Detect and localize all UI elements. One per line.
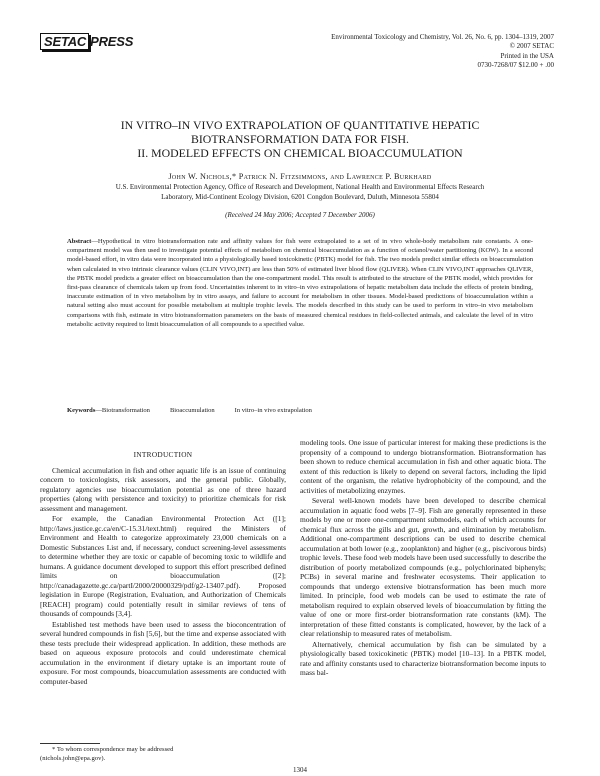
keywords-label: Keywords bbox=[67, 407, 96, 414]
journal-line: Environmental Toxicology and Chemistry, Vol. 26, No. 6, pp. 1304–1319, 2007 bbox=[331, 33, 554, 41]
logo-setac: SETAC bbox=[40, 33, 89, 50]
paragraph: Established test methods have been used to assess the bioconcentration of several hundred compounds in fish [5,6], but the time and expense associated with these tests preclude their widespread application. In addition, these methods are based on aqueous exposure protocols and could underestimate chemical accumulation in the environment if dietary uptake is an important route of exposure. For most compounds, bioaccumulation assessments are conducted with computer-based bbox=[40, 619, 286, 686]
received-dates: (Received 24 May 2006; Accepted 7 December 2006) bbox=[225, 211, 375, 219]
keyword: In vitro–in vivo extrapolation bbox=[234, 407, 312, 414]
paragraph: Chemical accumulation in fish and other aquatic life is an issue of continuing concern to toxicologists, risk assessors, and the general public. Globally, regulatory agencies use bioaccumulation potential as one of three hazard properties (along with persistence and toxicity) to prioritize chemicals for risk assessment and management. bbox=[40, 465, 286, 513]
affiliation-line: U.S. Environmental Protection Agency, Office of Research and Development, National Health and Environmental Effects Research bbox=[115, 183, 485, 191]
body-column-left bbox=[40, 450, 286, 686]
footnote-email: (nichols.john@epa.gov). bbox=[40, 754, 106, 762]
title-line: BIOTRANSFORMATION DATA FOR FISH. bbox=[191, 132, 409, 146]
paragraph: Alternatively, chemical accumulation by fish can be simulated by a physiologically based toxicokinetic (PBTK) model [10–13]. In a PBTK model, rate and affinity constants used to characterize biotransformation become inputs to mass bal- bbox=[300, 639, 546, 677]
affiliation bbox=[40, 182, 560, 202]
page-number: 1304 bbox=[293, 766, 307, 774]
author-list: John W. Nichols,* Patrick N. Fitzsimmons, and Lawrence P. Burkhard bbox=[168, 172, 432, 181]
setac-press-logo bbox=[40, 34, 133, 49]
printed-line: Printed in the USA bbox=[500, 51, 554, 60]
footnote-rule bbox=[40, 743, 100, 744]
section-heading: INTRODUCTION bbox=[133, 450, 193, 459]
article-title bbox=[40, 118, 560, 160]
abstract-label: Abstract bbox=[67, 238, 92, 245]
paragraph: Several well-known models have been developed to describe chemical accumulation in aquatic food webs [7–9]. Fish are generally represented in these models by one or more one-compartment submodels, each of which accounts for chemical flux across the gills and gut, growth, and elimination by metabolism. Additional one-compartment descriptions can be used to describe chemical accumulation at both lower (e.g., zooplankton) and higher (e.g., piscivorous birds) trophic levels. These food web models have been used successfully to describe the distribution of poorly metabolized compounds (e.g., polychlorinated biphenyls; PCBs) in several marine and freshwater ecosystems. Their application to compounds that undergo extensive biotransformation has been much more limited. In principle, food web models can be used to estimate the rate of metabolism required to explain observed levels of bioaccumulation by fitting the value of one or more first-order biotransformation rate constants (kM). The interpretation of these fitted constants is complicated, however, by the lack of a clear relationship to measured rates of metabolism. bbox=[300, 496, 546, 638]
abstract bbox=[67, 237, 533, 329]
keyword: Bioaccumulation bbox=[169, 407, 215, 414]
correspondence-footnote bbox=[40, 746, 286, 763]
abstract-text: —Hypothetical in vitro biotransformation rate and affinity values for fish were extrapolated to a set of in vivo whole-body metabolism rate constants. A one-compartment model was then used to investigate potential effects of metabolism on chemical bioaccumulation as a function of octanol/water partitioning (KOW). In a second model-based effort, in vitro data were incorporated into a physiologically based toxicokinetic (PBTK) model for fish. The two models predict similar effects on bioaccumulation when calculated in vivo intrinsic clearance values (CLIN VIVO,INT) are less than 50% of estimated liver blood flow (QLIVER). When CLIN VIVO,INT approaches QLIVER, the PBTK model predicts a greater effect on bioaccumulation than the one-compartment model. This result is attributed to the structure of the PBTK model, which provides for first-pass clearance of chemicals taken up from food. Uncertainties inherent to in vitro–in vivo extrapolations of hepatic metabolism data include the effects of protein binding, inaccurate estimation of in vivo metabolism by in vitro assays, and failure to account for metabolism in other tissues. Model-based predictions of bioaccumulation within a natural setting also must account for possible metabolism at multiple trophic levels. The models described in this study can be used to perform in vitro–in vivo metabolism comparisons with fish, estimate in vitro biotransformation parameters on the basis of measured chemical residues in field-collected animals, and calculate the level of in vitro metabolic activity required to limit bioaccumulation of all compounds to a specified value. bbox=[67, 238, 533, 328]
logo-press: PRESS bbox=[90, 34, 134, 49]
issn-line: 0730-7268/07 $12.00 + .00 bbox=[477, 60, 554, 69]
journal-citation bbox=[331, 33, 554, 70]
keywords: Keywords—Biotransformation Bioaccumulation In vitro–in vivo extrapolation bbox=[67, 407, 312, 414]
title-line: IN VITRO–IN VIVO EXTRAPOLATION OF QUANTITATIVE HEPATIC bbox=[120, 118, 480, 132]
affiliation-line: Laboratory, Mid-Continent Ecology Division, 6201 Congdon Boulevard, Duluth, Minnesota 55804 bbox=[161, 193, 439, 201]
paragraph: For example, the Canadian Environmental Protection Act ([1]; http://laws.justice.gc.ca/en/C-15.31/text.html) required the Ministers of Environment and Health to categorize approximately 23,000 chemicals on a Domestic Substances List and, if necessary, conduct screening-level assessments to determine whether they are toxic or capable of becoming toxic to wildlife and humans. A guidance document developed to support this effort prescribed defined limits on bioaccumulation ([2]; http://canadagazette.gc.ca/partI/2000/20000329/pdf/g2-13407.pdf). Proposed legislation in Europe (Registration, Evaluation, and Authorization of Chemicals [REACH] program) could potentially result in similar reviews of tens of thousands of compounds [3,4]. bbox=[40, 514, 286, 618]
footnote-line: * To whom correspondence may be addressed bbox=[52, 746, 174, 753]
copyright-line: © 2007 SETAC bbox=[509, 42, 554, 51]
paragraph: modeling tools. One issue of particular interest for making these predictions is the propensity of a compound to undergo biotransformation. Biotransformation has been shown to reduce chemical accumulation in fish and other aquatic biota. The extent of this reduction is likely to depend on several factors, including the lipid content of the organism, the relative hydrophobicity of the compound, and the activities of metabolizing enzymes. bbox=[300, 438, 546, 495]
title-line: II. MODELED EFFECTS ON CHEMICAL BIOACCUMULATION bbox=[137, 146, 463, 160]
body-column-right bbox=[300, 438, 546, 678]
keyword: Biotransformation bbox=[101, 407, 150, 414]
